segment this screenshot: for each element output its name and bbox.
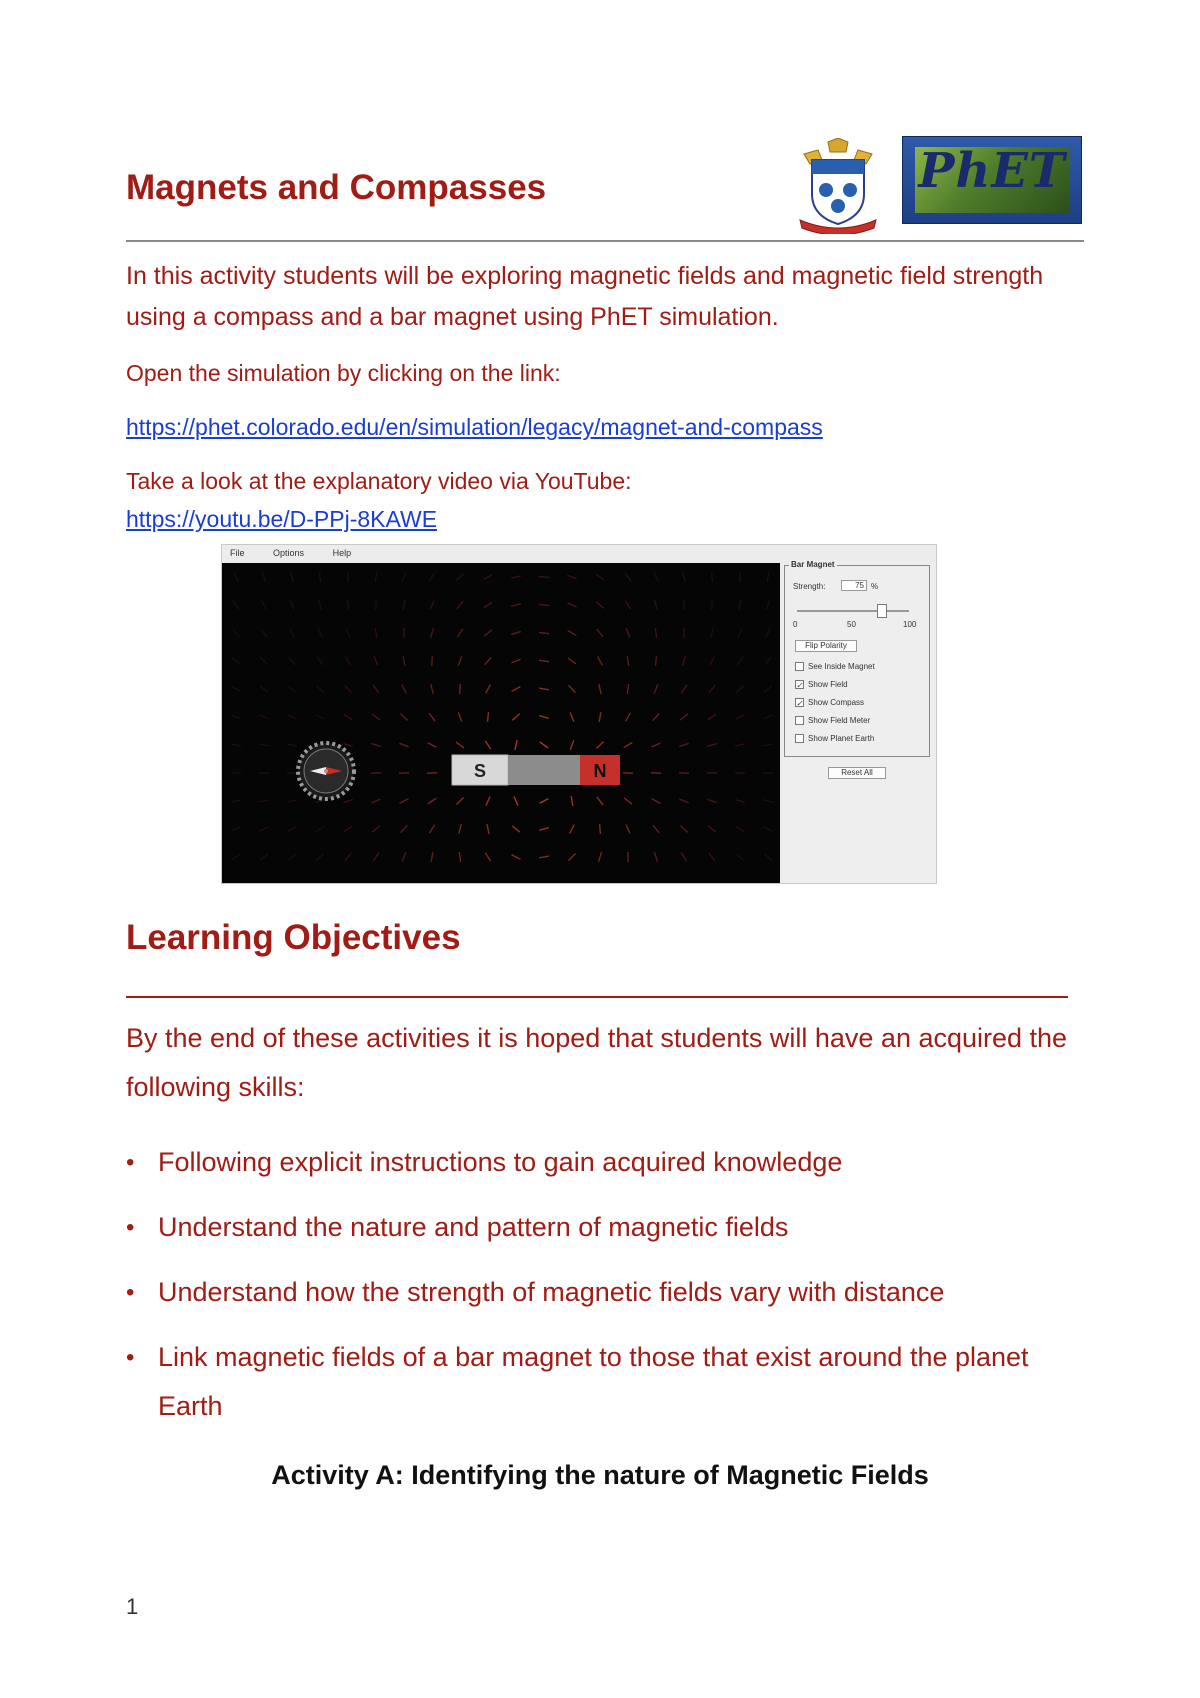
- field-needle: [511, 659, 520, 663]
- field-needle: [707, 744, 717, 747]
- learning-objectives-heading: Learning Objectives: [126, 918, 461, 957]
- field-needle: [259, 827, 268, 831]
- field-needle: [403, 600, 405, 610]
- field-needle: [738, 628, 742, 637]
- field-needle: [484, 602, 492, 607]
- intro-paragraph: In this activity students will be exploring magnetic fields and magnetic field strength using a compass and a bar magnet using PhET simulation.: [126, 262, 1044, 331]
- field-needle: [596, 742, 603, 749]
- field-needle: [651, 773, 661, 774]
- field-needle: [403, 656, 405, 666]
- field-needle: [431, 852, 433, 862]
- field-needle: [429, 825, 434, 834]
- field-needle: [653, 713, 660, 720]
- field-needle: [343, 744, 353, 747]
- field-needle: [430, 600, 434, 609]
- strength-input[interactable]: 75: [841, 580, 867, 591]
- field-needle: [653, 825, 659, 833]
- field-needle: [260, 686, 268, 691]
- field-needle: [459, 824, 461, 834]
- objectives-intro: By the end of these activities it is hoped that students will have an acquired the following skills:: [126, 1023, 1068, 1102]
- bullet-icon: •: [126, 1344, 135, 1371]
- field-needle: [289, 657, 296, 664]
- field-needle: [288, 827, 297, 832]
- field-needle: [287, 800, 297, 803]
- field-needle: [431, 684, 433, 694]
- field-needle: [287, 715, 296, 719]
- field-needle: [289, 629, 294, 638]
- field-needle: [488, 712, 489, 722]
- youtube-link[interactable]: https://youtu.be/D-PPj-8KAWE: [126, 506, 438, 532]
- field-needle: [567, 575, 576, 579]
- field-needle: [736, 686, 743, 693]
- field-needle: [683, 656, 686, 666]
- checkbox-see-inside-magnet[interactable]: See Inside Magnet: [795, 662, 875, 671]
- field-needle: [599, 684, 601, 694]
- field-needle: [399, 743, 408, 747]
- field-needle: [486, 796, 490, 805]
- field-needle: [763, 715, 772, 719]
- field-needle: [512, 687, 521, 692]
- field-needle: [766, 600, 769, 609]
- field-needle: [456, 798, 463, 805]
- strength-slider-thumb[interactable]: [877, 604, 887, 618]
- field-needle: [485, 741, 491, 749]
- field-needle: [766, 629, 771, 638]
- field-needle: [626, 824, 630, 833]
- field-needle: [737, 657, 743, 665]
- school-crest-logo: [794, 138, 882, 234]
- field-needle: [457, 629, 462, 637]
- strength-unit: %: [871, 582, 879, 591]
- field-needle: [682, 853, 687, 862]
- slider-tick-0: 0: [793, 620, 798, 629]
- flip-polarity-button[interactable]: Flip Polarity: [795, 640, 857, 652]
- field-needle: [655, 628, 656, 638]
- field-needle: [763, 800, 773, 803]
- objectives-list: [126, 1138, 1086, 1447]
- field-needle: [484, 575, 493, 580]
- field-needle: [512, 826, 520, 832]
- field-needle: [512, 855, 521, 859]
- phet-logo: PhET: [902, 136, 1082, 224]
- field-needle: [626, 628, 630, 637]
- field-needle: [347, 600, 348, 610]
- field-needle: [234, 572, 238, 581]
- field-needle: [485, 657, 492, 664]
- field-needle: [570, 825, 575, 834]
- field-needle: [372, 714, 380, 720]
- bar-magnet: [452, 755, 620, 785]
- bullet-icon: •: [126, 1214, 135, 1241]
- field-needle: [571, 796, 572, 806]
- field-needle: [539, 660, 549, 661]
- field-needle: [316, 854, 323, 861]
- field-needle: [427, 773, 437, 774]
- field-needle: [262, 572, 265, 581]
- field-needle: [764, 827, 773, 832]
- field-needle: [459, 852, 460, 862]
- field-needle: [375, 628, 377, 638]
- field-needle: [712, 572, 713, 582]
- field-needle: [402, 572, 406, 581]
- checkbox-show-field[interactable]: ✓ Show Field: [796, 680, 848, 691]
- list-item: • Following explicit instructions to gain acquired knowledge: [126, 1138, 1086, 1187]
- field-needle: [346, 628, 349, 638]
- field-needle: [539, 688, 549, 690]
- field-needle: [570, 712, 574, 721]
- field-needle: [458, 656, 461, 665]
- field-needle: [316, 715, 325, 720]
- field-needle: [373, 853, 378, 861]
- field-needle: [654, 684, 658, 693]
- field-needle: [539, 577, 549, 578]
- sim-control-panel: [782, 560, 936, 883]
- field-needle: [460, 684, 461, 694]
- field-needle: [316, 686, 324, 693]
- field-needle: [679, 799, 688, 803]
- video-label: Take a look at the explanatory video via YouTube:: [126, 468, 632, 494]
- field-needle: [319, 600, 322, 610]
- field-needle: [486, 685, 491, 694]
- field-needle: [654, 600, 657, 610]
- field-needle: [429, 573, 435, 581]
- field-needle: [624, 742, 633, 747]
- field-needle: [373, 685, 379, 693]
- field-needle: [291, 572, 293, 582]
- field-needle: [316, 826, 325, 831]
- field-needle: [231, 715, 240, 718]
- field-needle: [431, 628, 434, 638]
- field-needle: [654, 852, 657, 862]
- field-needle: [683, 600, 684, 610]
- field-needle: [735, 744, 745, 746]
- field-needle: [233, 629, 240, 637]
- field-needle: [767, 572, 769, 582]
- field-needle: [428, 743, 437, 748]
- field-needle: [344, 826, 352, 832]
- bullet-icon: •: [126, 1279, 135, 1306]
- field-needle: [568, 658, 576, 664]
- field-needle: [374, 656, 378, 665]
- field-needle: [598, 657, 603, 666]
- field-needle: [596, 574, 604, 580]
- field-needle: [764, 686, 772, 692]
- field-needle: [319, 572, 320, 582]
- field-needle: [627, 656, 629, 666]
- field-needle: [232, 686, 241, 691]
- field-needle: [343, 799, 352, 802]
- list-item: • Understand the nature and pattern of magnetic fields: [126, 1203, 1086, 1252]
- field-needle: [628, 852, 629, 862]
- field-needle: [735, 800, 745, 803]
- field-needle: [539, 856, 549, 858]
- field-needle: [231, 800, 241, 802]
- field-needle: [287, 744, 297, 746]
- field-needle: [371, 799, 380, 803]
- field-needle: [627, 684, 628, 694]
- field-needle: [681, 685, 686, 693]
- field-needle: [600, 824, 601, 834]
- field-needle: [765, 657, 771, 665]
- field-needle: [624, 798, 632, 804]
- field-needle: [539, 828, 549, 831]
- field-needle: [540, 799, 549, 804]
- field-needle: [568, 631, 577, 636]
- strength-label: Strength:: [793, 582, 826, 591]
- field-needle: [400, 799, 409, 803]
- field-needle: [260, 658, 267, 665]
- field-needle: [712, 600, 713, 610]
- field-needle: [652, 799, 661, 804]
- field-needle: [567, 603, 576, 607]
- field-needle: [401, 825, 408, 832]
- field-needle: [740, 572, 741, 582]
- field-needle: [710, 657, 714, 666]
- field-needle: [259, 715, 268, 719]
- field-needle: [484, 630, 492, 636]
- field-needle: [654, 573, 658, 582]
- magnet-south-label: S: [473, 761, 487, 781]
- simulation-link[interactable]: https://phet.colorado.edu/en/simulation/legacy/magnet-and-compass: [126, 414, 823, 440]
- field-needle: [679, 743, 688, 746]
- field-needle: [597, 629, 603, 637]
- field-needle: [596, 602, 603, 609]
- simulation-screenshot: [221, 544, 937, 884]
- objectives-divider: [126, 996, 1068, 998]
- field-needle: [711, 628, 713, 638]
- sim-menu-help: Help: [332, 548, 352, 558]
- sim-menu-options: Options: [273, 548, 305, 558]
- field-needle: [683, 572, 686, 582]
- field-needle: [569, 685, 576, 692]
- field-needle: [763, 744, 773, 746]
- field-needle: [231, 744, 241, 746]
- field-needle: [485, 853, 490, 861]
- field-needle: [288, 854, 296, 860]
- slider-tick-100: 100: [903, 620, 917, 629]
- field-needle: [539, 716, 549, 719]
- field-needle: [597, 797, 603, 805]
- list-item: • Link magnetic fields of a bar magnet to those that exist around the planet Earth: [126, 1333, 1086, 1431]
- field-needle: [625, 573, 631, 581]
- field-needle: [625, 601, 630, 610]
- activity-a-heading: Activity A: Identifying the nature of Magnetic Fields: [271, 1460, 929, 1490]
- field-needles: [222, 563, 780, 883]
- field-needle: [260, 854, 268, 860]
- field-needle: [511, 576, 521, 578]
- checkbox-show-compass[interactable]: ✓ Show Compass: [796, 698, 865, 709]
- field-needle: [429, 713, 435, 721]
- field-needle: [764, 854, 772, 861]
- field-needle: [599, 712, 601, 722]
- sim-menubar: [222, 545, 936, 561]
- field-needle: [402, 685, 407, 694]
- field-needle: [457, 601, 463, 609]
- field-needle: [515, 740, 517, 750]
- field-needle: [651, 743, 660, 747]
- sim-menu-file: File: [230, 548, 245, 558]
- field-needle: [371, 743, 381, 746]
- field-needle: [428, 798, 436, 803]
- field-needle: [656, 656, 657, 666]
- field-needle: [233, 601, 238, 609]
- field-needle: [707, 799, 716, 802]
- field-needle: [290, 600, 294, 609]
- field-needle: [259, 744, 269, 746]
- field-needle: [737, 853, 744, 860]
- list-item: • Understand how the strength of magnetic fields vary with distance: [126, 1268, 1086, 1317]
- sim-field-canvas: [222, 563, 780, 883]
- field-needle: [599, 852, 602, 862]
- field-needle: [487, 824, 489, 834]
- field-needle: [684, 628, 685, 638]
- field-needle: [456, 742, 464, 748]
- field-needle: [623, 773, 633, 774]
- field-needle: [736, 715, 745, 720]
- page-number: 1: [126, 1594, 139, 1619]
- field-needle: [708, 826, 716, 832]
- field-needle: [680, 826, 687, 833]
- bar-magnet-panel: [784, 560, 930, 757]
- field-needle: [625, 713, 630, 722]
- field-needle: [288, 686, 296, 692]
- field-needle: [375, 572, 377, 582]
- compass-icon: [298, 743, 354, 799]
- field-needle: [709, 853, 715, 861]
- field-needle: [259, 800, 269, 802]
- field-needle: [345, 685, 352, 692]
- field-needle: [345, 853, 351, 861]
- field-needle: [232, 658, 240, 664]
- field-needle: [400, 714, 407, 721]
- field-needle: [231, 827, 240, 831]
- field-needle: [318, 628, 322, 637]
- field-needle: [346, 657, 351, 666]
- slider-tick-50: 50: [847, 620, 856, 629]
- field-needle: [232, 854, 240, 859]
- field-needle: [458, 712, 461, 721]
- field-needle: [539, 605, 549, 606]
- field-needle: [570, 740, 573, 749]
- magnet-north-label: N: [593, 761, 607, 781]
- field-needle: [262, 601, 267, 610]
- field-needle: [708, 714, 716, 720]
- field-needle: [261, 629, 267, 637]
- checkbox-show-planet-earth[interactable]: Show Planet Earth: [795, 734, 874, 743]
- field-needle: [739, 600, 741, 610]
- field-needle: [456, 574, 463, 581]
- field-needle: [680, 714, 688, 720]
- field-needle: [512, 714, 520, 721]
- field-needle: [709, 685, 716, 693]
- checkbox-show-field-meter[interactable]: Show Field Meter: [795, 716, 870, 725]
- title-divider: [126, 240, 1084, 242]
- field-needle: [402, 852, 406, 861]
- field-needle: [568, 853, 575, 860]
- field-needle: [540, 742, 548, 748]
- field-needle: [514, 796, 518, 805]
- field-needle: [539, 632, 549, 633]
- bullet-icon: •: [126, 1149, 135, 1176]
- page-title: Magnets and Compasses: [126, 168, 547, 207]
- reset-all-button[interactable]: Reset All: [828, 767, 886, 779]
- field-needle: [317, 657, 323, 665]
- field-needle: [372, 826, 380, 832]
- open-simulation-label: Open the simulation by clicking on the link:: [126, 360, 561, 386]
- field-needle: [344, 714, 353, 719]
- field-needle: [511, 604, 521, 606]
- field-needle: [736, 826, 744, 831]
- strength-slider-track[interactable]: [797, 610, 909, 612]
- panel-title: Bar Magnet: [791, 560, 835, 569]
- field-needle: [511, 632, 521, 635]
